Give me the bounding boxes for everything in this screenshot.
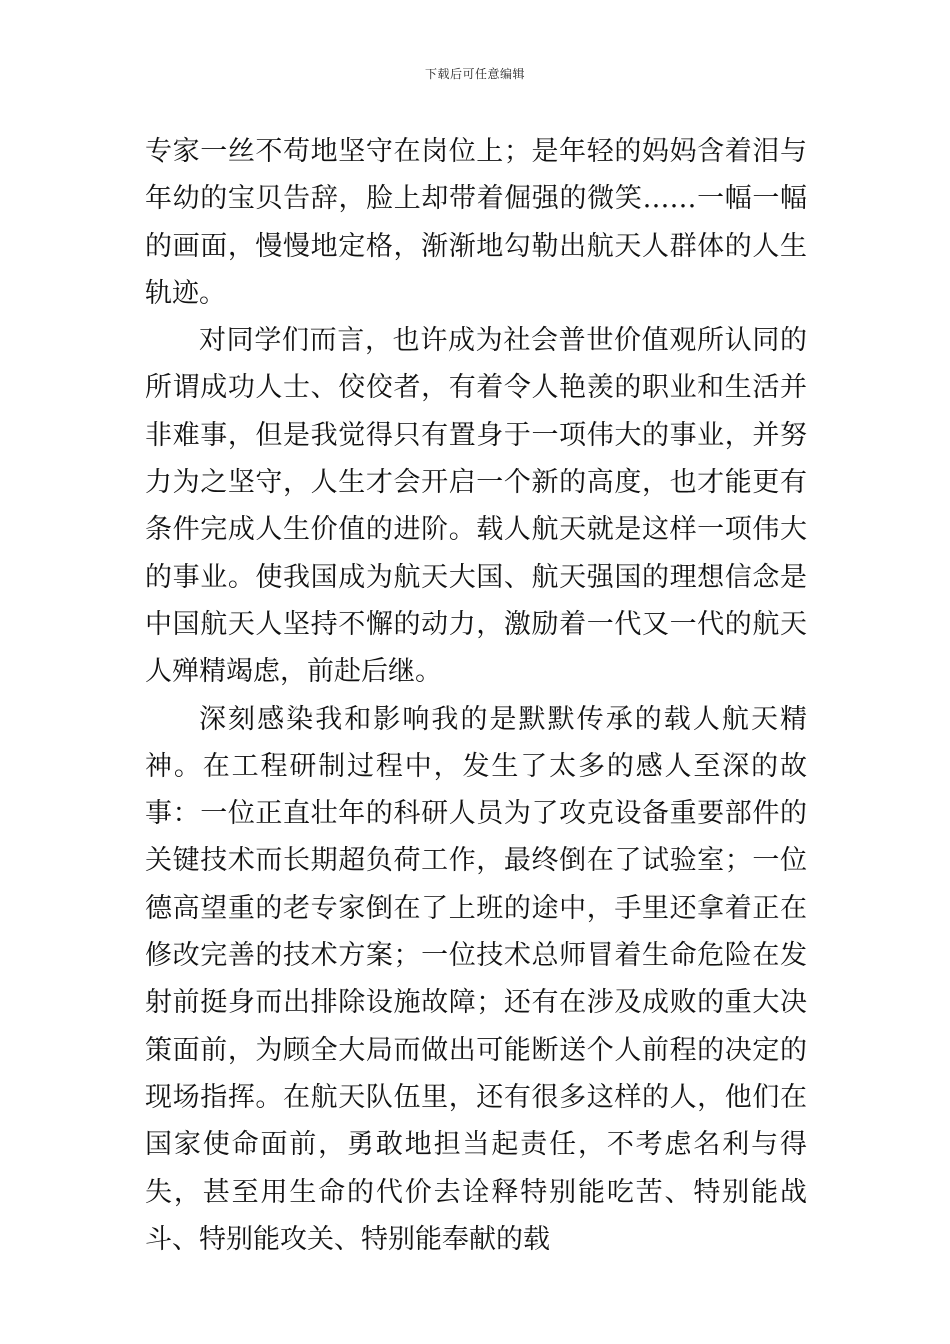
document-body	[145, 128, 807, 1263]
paragraph-spirit: 深刻感染我和影响我的是默默传承的载人航天精神。在工程研制过程中，发生了太多的感人至深的故事：一位正直壮年的科研人员为了攻克设备重要部件的关键技术而长期超负荷工作，最终倒在了试验室；一位德高望重的老专家倒在了上班的途中，手里还拿着正在修改完善的技术方案；一位技术总师冒着生命危险在发射前挺身而出排除设施故障；还有在涉及成败的重大决策面前，为顾全大局而做出可能断送个人前程的决定的现场指挥。在航天队伍里，还有很多这样的人，他们在国家使命面前，勇敢地担当起责任，不考虑名利与得失，甚至用生命的代价去诠释特别能吃苦、特别能战斗、特别能攻关、特别能奉献的载	[145, 703, 807, 1255]
header-note: 下载后可任意编辑	[424, 67, 525, 81]
paragraph-continuation: 专家一丝不苟地坚守在岗位上；是年轻的妈妈含着泪与年幼的宝贝告辞，脸上却带着倔强的微笑……一幅一幅的画面，慢慢地定格，渐渐地勾勒出航天人群体的人生轨迹。	[145, 136, 807, 309]
paragraph-aspiration: 对同学们而言，也许成为社会普世价值观所认同的所谓成功人士、佼佼者，有着令人艳羡的职业和生活并非难事，但是我觉得只有置身于一项伟大的事业，并努力为之坚守，人生才会开启一个新的高度，也才能更有条件完成人生价值的进阶。载人航天就是这样一项伟大的事业。使我国成为航天大国、航天强国的理想信念是中国航天人坚持不懈的动力，激励着一代又一代的航天人殚精竭虑，前赴后继。	[145, 325, 807, 688]
